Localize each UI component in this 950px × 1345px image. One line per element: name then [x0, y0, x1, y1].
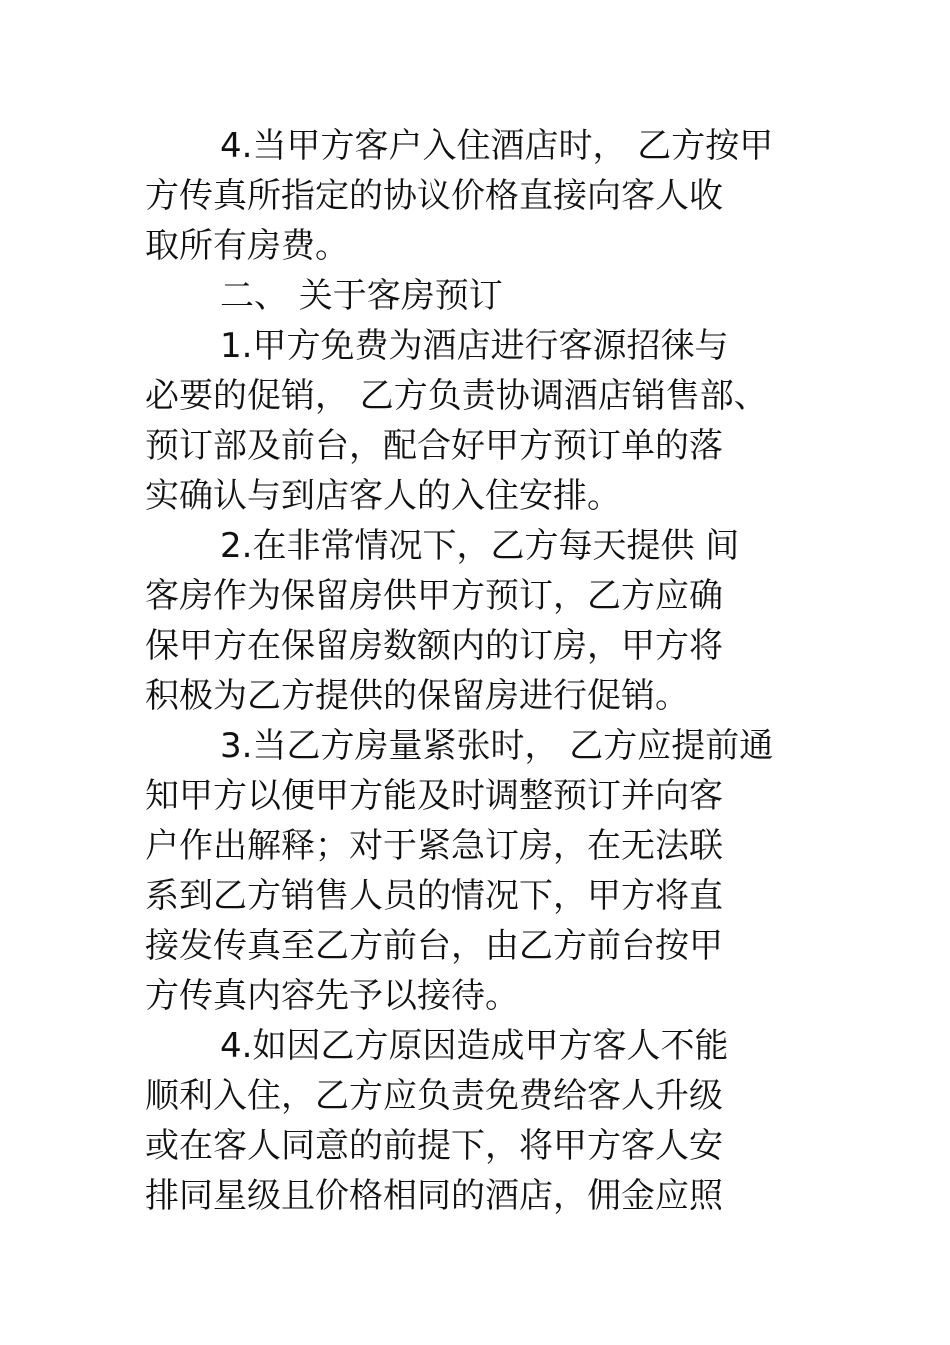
clause-1-line-3: 预订部及前台，配合好甲方预订单的落	[145, 426, 723, 466]
clause-1-line-4: 实确认与到店客人的入住安排。	[145, 476, 621, 516]
clause-3-line-2: 知甲方以便甲方能及时调整预订并向客	[145, 776, 723, 816]
clause-3-line-3: 户作出解释；对于紧急订房，在无法联	[145, 826, 723, 866]
clause-2-line-4: 积极为乙方提供的保留房进行促销。	[145, 676, 689, 716]
section-heading: 二、 关于客房预订	[220, 276, 503, 316]
clause-4b-line-1: 4.如因乙方原因造成甲方客人不能	[220, 1026, 729, 1066]
clause-1-line-2: 必要的促销， 乙方负责协调酒店销售部、	[145, 376, 768, 416]
clause-4-line-1: 4.当甲方客户入住酒店时， 乙方按甲	[220, 126, 774, 166]
clause-4-line-2: 方传真所指定的协议价格直接向客人收	[145, 176, 723, 216]
clause-4-line-3: 取所有房费。	[145, 226, 349, 266]
clause-2-line-3: 保甲方在保留房数额内的订房，甲方将	[145, 626, 723, 666]
clause-3-line-5: 接发传真至乙方前台，由乙方前台按甲	[145, 926, 723, 966]
clause-1-line-1: 1.甲方免费为酒店进行客源招徕与	[220, 326, 729, 366]
clause-4b-line-4: 排同星级且价格相同的酒店，佣金应照	[145, 1176, 723, 1216]
clause-4b-line-3: 或在客人同意的前提下，将甲方客人安	[145, 1126, 723, 1166]
clause-3-line-6: 方传真内容先予以接待。	[145, 976, 519, 1016]
clause-3-line-4: 系到乙方销售人员的情况下，甲方将直	[145, 876, 723, 916]
clause-2-line-1: 2.在非常情况下，乙方每天提供 间	[220, 526, 740, 566]
clause-2-line-2: 客房作为保留房供甲方预订，乙方应确	[145, 576, 723, 616]
clause-3-line-1: 3.当乙方房量紧张时， 乙方应提前通	[220, 726, 774, 766]
clause-4b-line-2: 顺利入住，乙方应负责免费给客人升级	[145, 1076, 723, 1116]
